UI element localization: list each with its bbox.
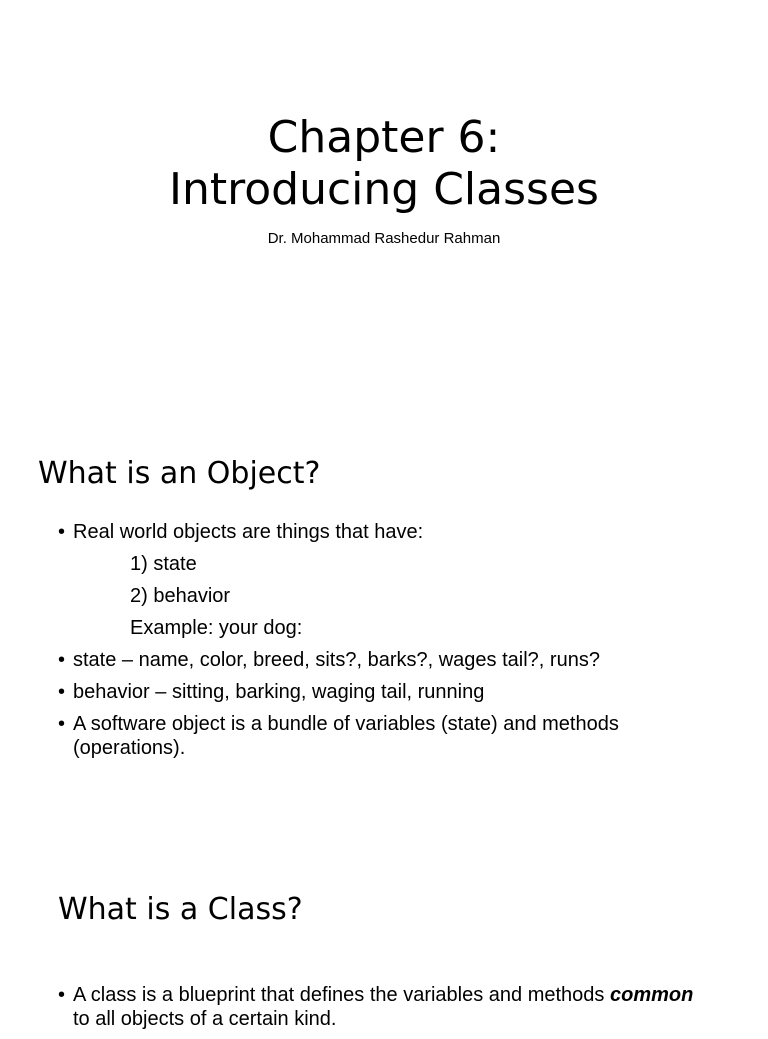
bullet-class-emphasis: common <box>609 984 694 1006</box>
chapter-title <box>0 112 768 216</box>
author-name: Dr. Mohammad Rashedur Rahman <box>267 230 501 247</box>
class-slide <box>0 880 768 1030</box>
object-slide-heading: What is an Object? <box>38 456 321 491</box>
bullet-real-world-objects: • Real world objects are things that have: <box>58 520 738 544</box>
bullet-class-blueprint-line2: to all objects of a certain kind. <box>73 1008 337 1030</box>
sub-item-example: Example: your dog: <box>130 617 303 639</box>
chapter-title-line1: Chapter 6: <box>267 112 501 163</box>
sub-item-state: 1) state <box>130 553 197 575</box>
bullet-state: • state – name, color, breed, sits?, barks?, wages tail?, runs? <box>58 648 738 672</box>
bullet-software-object <box>58 712 738 760</box>
class-slide-heading: What is a Class? <box>58 892 303 927</box>
title-slide <box>0 0 768 400</box>
sub-item-behavior: 2) behavior <box>130 585 231 607</box>
bullet-behavior: • behavior – sitting, barking, waging tail, running <box>58 680 738 704</box>
chapter-title-line2: Introducing Classes <box>169 164 599 215</box>
class-bullet-list <box>58 983 738 1039</box>
bullet-software-object-line1: A software object is a bundle of variables (state) and methods <box>73 713 619 735</box>
bullet-class-blueprint-text: A class is a blueprint that defines the variables and methods <box>73 984 610 1006</box>
object-slide <box>0 440 768 800</box>
bullet-software-object-line2: (operations). <box>73 737 186 759</box>
object-bullet-list <box>58 520 738 768</box>
